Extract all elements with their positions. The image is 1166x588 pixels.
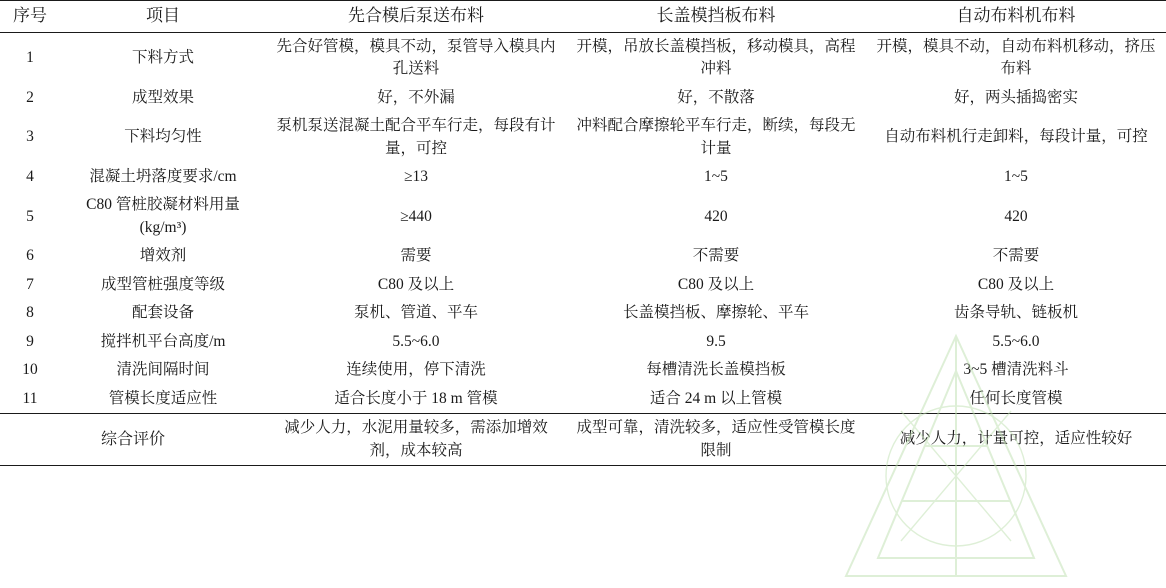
- cell-method-1: 5.5~6.0: [392, 332, 440, 350]
- cell-no: 5: [26, 207, 34, 225]
- cell-method-3: 任何长度管模: [866, 385, 1166, 414]
- cell-method-2: 9.5: [706, 332, 726, 350]
- table-row: [0, 299, 1166, 327]
- cell-item: 成型效果: [131, 88, 194, 106]
- cell-item: 成型管桩强度等级: [100, 275, 225, 293]
- summary-row: [0, 414, 1166, 466]
- column-header-method-2: 长盖模挡板布料: [566, 1, 866, 33]
- summary-method-2: 成型可靠，清洗较多，适应性受管模长度限制: [566, 414, 866, 466]
- cell-method-3: 齿条导轨、链板机: [953, 304, 1078, 322]
- cell-method-3: 自动布料机行走卸料，每段计量，可控: [884, 128, 1148, 146]
- cell-method-2: 1~5: [704, 167, 728, 185]
- cell-no: 7: [26, 275, 34, 293]
- cell-method-3: 1~5: [1004, 167, 1028, 185]
- table-body: [0, 32, 1166, 414]
- table-row: [0, 32, 1166, 83]
- cell-method-3: 开模，模具不动，自动布料机移动，挤压布料: [876, 37, 1156, 78]
- table-row: [0, 385, 1166, 414]
- cell-method-1: 先合好管模，模具不动，泵管导入模具内孔送料: [276, 37, 556, 78]
- cell-item: 混凝土坍落度要求/cm: [89, 167, 237, 185]
- table-row: [0, 84, 1166, 112]
- cell-method-2: 420: [704, 207, 728, 225]
- cell-no: 11: [0, 385, 60, 414]
- cell-no: 4: [26, 167, 34, 185]
- cell-no: 9: [26, 332, 34, 350]
- cell-method-2: 开模，吊放长盖模挡板，移动模具，高程冲料: [576, 37, 856, 78]
- cell-method-1: 泵机泵送混凝土配合平车行走，每段有计量，可控: [276, 117, 556, 157]
- cell-method-3: 5.5~6.0: [992, 332, 1040, 350]
- cell-method-1: 需要: [400, 247, 432, 265]
- summary-label: 综合评价: [0, 414, 266, 466]
- header-row: [0, 1, 1166, 33]
- cell-method-2: 适合 24 m 以上管模: [566, 385, 866, 414]
- cell-method-1: 适合长度小于 18 m 管模: [266, 385, 566, 414]
- table-row: [0, 328, 1166, 356]
- cell-method-3: 420: [1004, 207, 1028, 225]
- column-header-item: 项目: [60, 1, 266, 33]
- cell-method-1: ≥13: [403, 167, 428, 185]
- cell-item: 搅拌机平台高度/m: [100, 332, 226, 350]
- table-row: [0, 163, 1166, 191]
- cell-method-3: 3~5 槽清洗料斗: [963, 361, 1069, 379]
- cell-method-1: 泵机、管道、平车: [353, 304, 478, 322]
- cell-method-1: C80 及以上: [377, 275, 455, 293]
- cell-method-2: 每槽清洗长盖模挡板: [646, 361, 786, 379]
- cell-item: 管模长度适应性: [60, 385, 266, 414]
- table-head: [0, 1, 1166, 33]
- cell-method-1: 连续使用，停下清洗: [346, 361, 486, 379]
- column-header-method-1: 先合模后泵送布料: [266, 1, 566, 33]
- cell-no: 8: [26, 304, 34, 322]
- cell-no: 1: [26, 48, 34, 66]
- table-row: [0, 191, 1166, 242]
- cell-item: 下料方式: [131, 48, 194, 66]
- cell-no: 6: [26, 247, 34, 265]
- cell-method-3: 好，两头插捣密实: [953, 88, 1078, 106]
- summary-method-3: 减少人力，计量可控，适应性较好: [866, 414, 1166, 466]
- column-header-no: 序号: [0, 1, 60, 33]
- cell-item: 下料均匀性: [124, 128, 202, 146]
- cell-method-1: 好，不外漏: [377, 88, 455, 106]
- cell-method-2: C80 及以上: [677, 275, 755, 293]
- table-row: [0, 271, 1166, 299]
- cell-method-2: 好，不散落: [677, 88, 755, 106]
- table-row: [0, 356, 1166, 384]
- cell-no: 10: [22, 361, 38, 379]
- cell-method-2: 冲料配合摩擦轮平车行走，断续，每段无计量: [576, 117, 856, 157]
- cell-method-3: 不需要: [992, 247, 1040, 265]
- cell-method-2: 长盖模挡板、摩擦轮、平车: [622, 304, 809, 322]
- cell-method-3: C80 及以上: [977, 275, 1055, 293]
- cell-item: 清洗间隔时间: [116, 361, 210, 379]
- cell-method-2: 不需要: [692, 247, 740, 265]
- table-foot: [0, 414, 1166, 466]
- column-header-method-3: 自动布料机布料: [866, 1, 1166, 33]
- cell-item: 配套设备: [131, 304, 194, 322]
- cell-item: 增效剂: [139, 247, 187, 265]
- table-row: [0, 242, 1166, 270]
- cell-no: 2: [26, 88, 34, 106]
- cell-method-1: ≥440: [400, 207, 432, 225]
- cell-no: 3: [26, 128, 34, 146]
- summary-method-1: 减少人力，水泥用量较多，需添加增效剂，成本较高: [266, 414, 566, 466]
- table-row: [0, 112, 1166, 163]
- cell-item: C80 管桩胶凝材料用量(kg/m³): [86, 196, 240, 236]
